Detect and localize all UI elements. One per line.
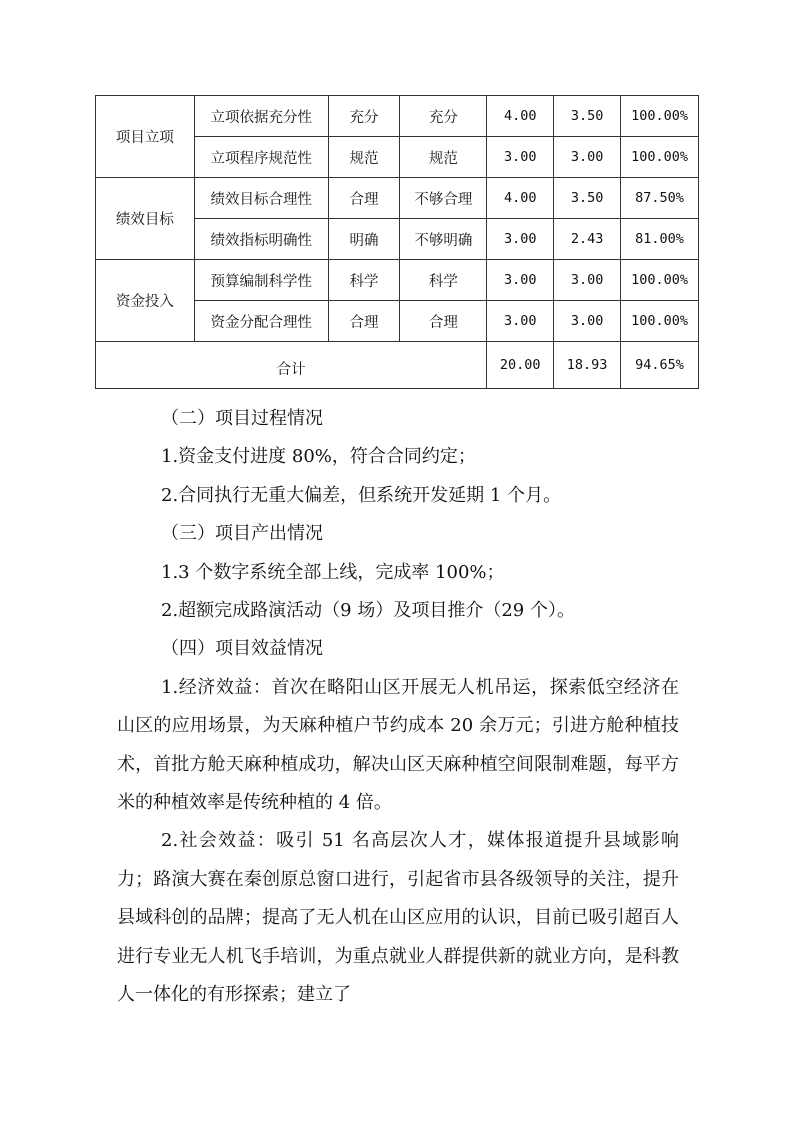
standard-cell: 规范: [328, 137, 400, 178]
actual-cell: 规范: [400, 137, 487, 178]
table-row: [96, 178, 699, 219]
social-benefit-paragraph: 2.社会效益：吸引 51 名高层次人才，媒体报道提升县域影响力；路演大赛在秦创原总窗口进行，引起省市县各级领导的关注，提升县域科创的品牌；提高了无人机在山区应用的认识，目前已吸引超百人进行专业无人机飞手培训，为重点就业人群提供新的就业方向，是科教人一体化的有形探索；建立了: [117, 830, 679, 1006]
total-rate: 94.65%: [621, 342, 699, 389]
indicator-cell: 预算编制科学性: [194, 260, 328, 301]
standard-cell: 合理: [328, 178, 400, 219]
total-weight: 20.00: [487, 342, 554, 389]
total-score: 18.93: [554, 342, 621, 389]
category-cell: 资金投入: [96, 260, 195, 342]
standard-cell: 充分: [328, 96, 400, 137]
standard-cell: 明确: [328, 219, 400, 260]
actual-cell: 合理: [400, 301, 487, 342]
rate-cell: 87.50%: [621, 178, 699, 219]
score-cell: 3.50: [554, 96, 621, 137]
standard-cell: 科学: [328, 260, 400, 301]
category-cell: 项目立项: [96, 96, 195, 178]
rate-cell: 100.00%: [621, 260, 699, 301]
score-cell: 2.43: [554, 219, 621, 260]
category-cell: 绩效目标: [96, 178, 195, 260]
actual-cell: 充分: [400, 96, 487, 137]
performance-score-table: [95, 95, 699, 389]
weight-cell: 4.00: [487, 178, 554, 219]
rate-cell: 100.00%: [621, 96, 699, 137]
indicator-cell: 绩效指标明确性: [194, 219, 328, 260]
total-label: 合计: [96, 342, 487, 389]
score-cell: 3.00: [554, 301, 621, 342]
process-item: 1.资金支付进度 80%，符合合同约定；: [161, 446, 476, 468]
actual-cell: 科学: [400, 260, 487, 301]
weight-cell: 4.00: [487, 96, 554, 137]
actual-cell: 不够明确: [400, 219, 487, 260]
output-heading: （三）项目产出情况: [161, 523, 323, 545]
standard-cell: 合理: [328, 301, 400, 342]
output-item: 1.3 个数字系统全部上线，完成率 100%；: [161, 561, 505, 583]
rate-cell: 100.00%: [621, 137, 699, 178]
score-cell: 3.50: [554, 178, 621, 219]
rate-cell: 100.00%: [621, 301, 699, 342]
score-cell: 3.00: [554, 260, 621, 301]
weight-cell: 3.00: [487, 219, 554, 260]
weight-cell: 3.00: [487, 301, 554, 342]
economic-benefit-paragraph: 1.经济效益：首次在略阳山区开展无人机吊运，探索低空经济在山区的应用场景，为天麻种植户节约成本 20 余万元；引进方舱种植技术，首批方舱天麻种植成功，解决山区天麻种植空间限制难题，每平方米的种植效率是传统种植的 4 倍。: [117, 676, 679, 814]
weight-cell: 3.00: [487, 260, 554, 301]
output-item: 2.超额完成路演活动（9 场）及项目推介（29 个）。: [161, 600, 575, 622]
process-heading: （二）项目过程情况: [161, 408, 323, 429]
score-cell: 3.00: [554, 137, 621, 178]
indicator-cell: 立项依据充分性: [194, 96, 328, 137]
indicator-cell: 绩效目标合理性: [194, 178, 328, 219]
indicator-cell: 资金分配合理性: [194, 301, 328, 342]
actual-cell: 不够合理: [400, 178, 487, 219]
table-row: [96, 96, 699, 137]
process-item: 2.合同执行无重大偏差，但系统开发延期 1 个月。: [161, 484, 562, 506]
total-row: [96, 342, 699, 389]
rate-cell: 81.00%: [621, 219, 699, 260]
benefit-heading: （四）项目效益情况: [161, 638, 323, 660]
indicator-cell: 立项程序规范性: [194, 137, 328, 178]
table-row: [96, 260, 699, 301]
report-body: [117, 400, 679, 1015]
weight-cell: 3.00: [487, 137, 554, 178]
